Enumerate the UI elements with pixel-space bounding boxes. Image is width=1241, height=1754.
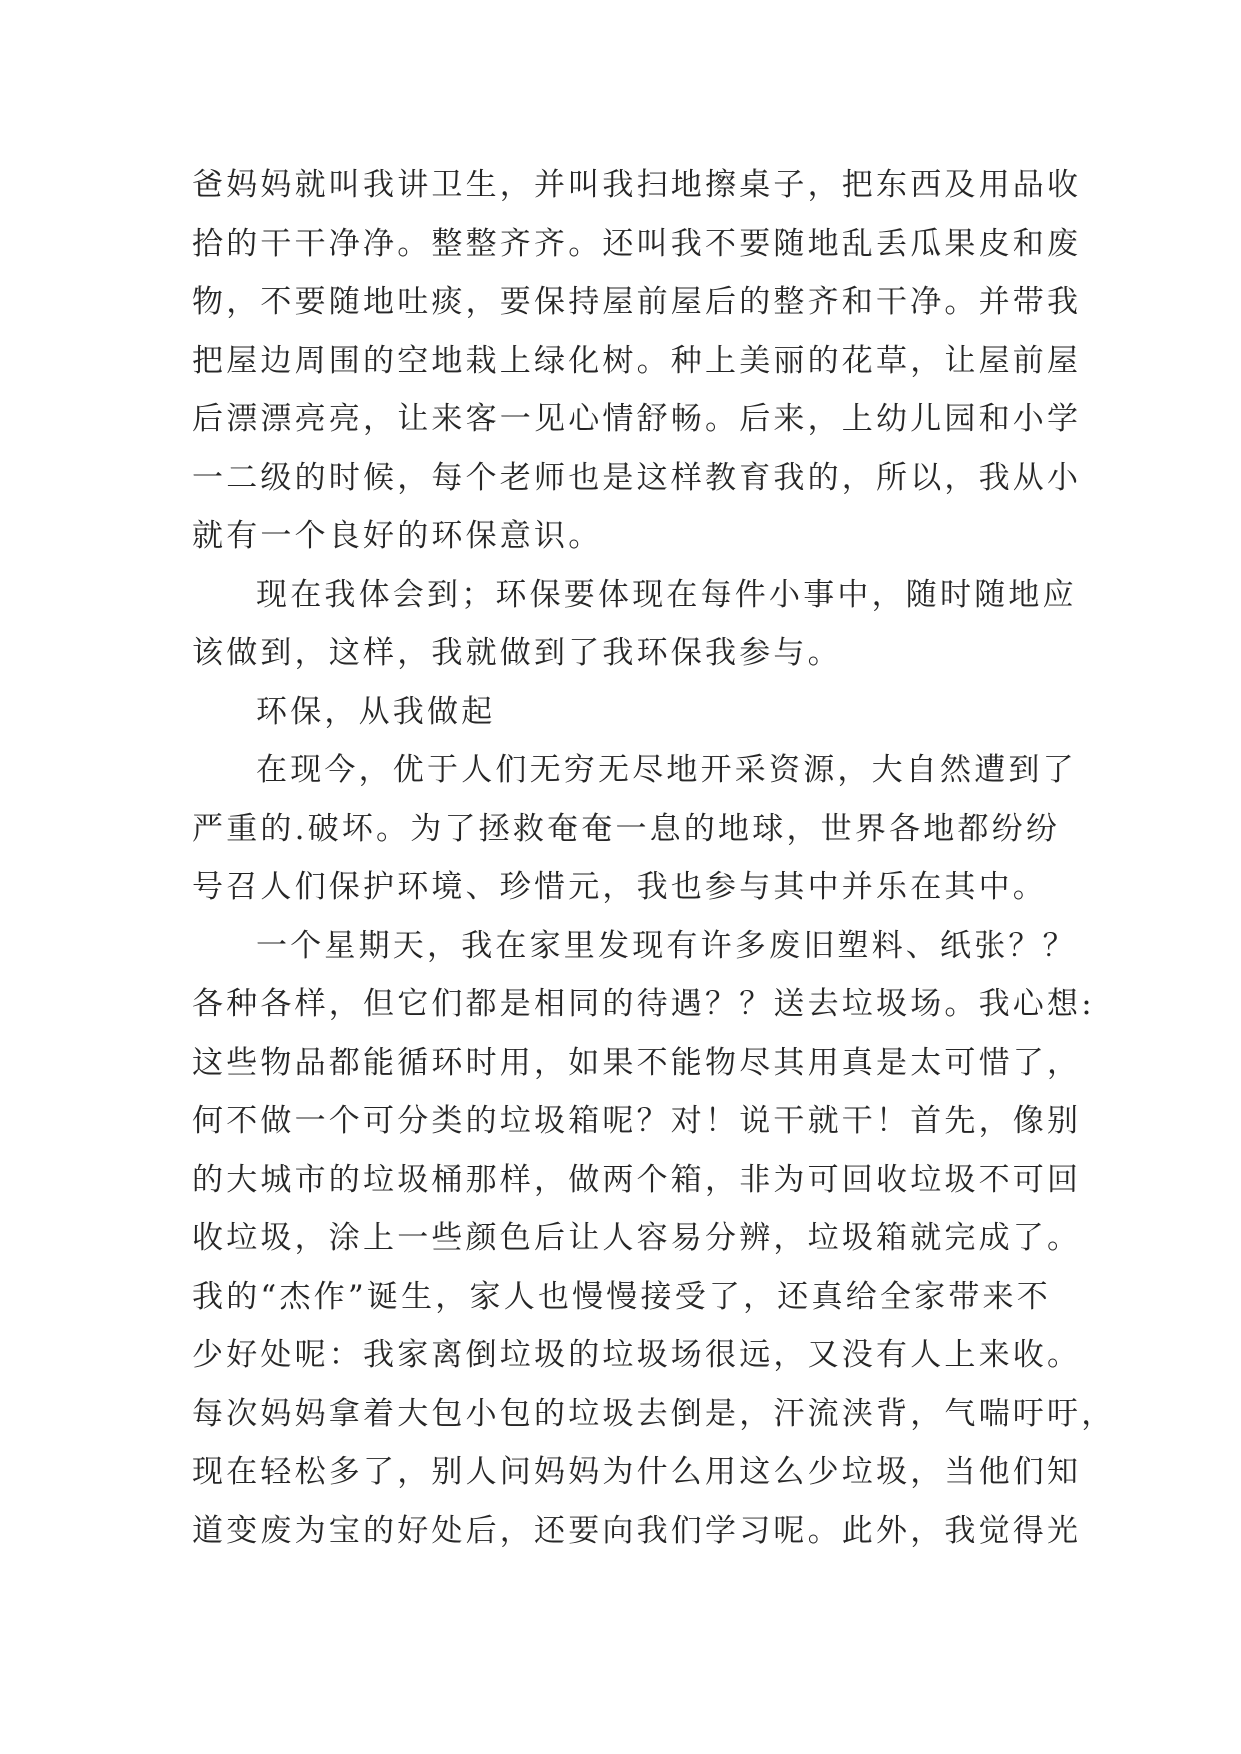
text-line: 少好处呢：我家离倒垃圾的垃圾场很远，又没有人上来收。 <box>192 1337 1082 1373</box>
text-line: 各种各样，但它们都是相同的待遇？？送去垃圾场。我心想: <box>192 986 1095 1022</box>
text-line: 后漂漂亮亮，让来客一见心情舒畅。后来，上幼儿园和小学 <box>192 401 1082 437</box>
text-line: 物，不要随地吐痰，要保持屋前屋后的整齐和干净。并带我 <box>192 284 1082 320</box>
text-line: 何不做一个可分类的垃圾箱呢？对！说干就干！首先，像别 <box>192 1103 1082 1139</box>
text-line: 把屋边周围的空地栽上绿化树。种上美丽的花草，让屋前屋 <box>192 342 1082 379</box>
text-line: 我的“杰作”诞生，家人也慢慢接受了，还真给全家带来不 <box>192 1278 1051 1315</box>
text-line: 道变废为宝的好处后，还要向我们学习呢。此外，我觉得光 <box>192 1512 1082 1549</box>
text-line: 每次妈妈拿着大包小包的垃圾去倒是，汗流浃背，气喘吁吁， <box>192 1395 1116 1432</box>
text-line: 收垃圾，涂上一些颜色后让人容易分辨，垃圾箱就完成了。 <box>192 1220 1082 1256</box>
text-line: 环保，从我做起 <box>256 693 496 730</box>
text-line: 现在我体会到；环保要体现在每件小事中，随时随地应 <box>256 576 1077 613</box>
text-line: 就有一个良好的环保意识。 <box>192 518 603 554</box>
text-line: 严重的.破坏。为了拯救奄奄一息的地球，世界各地都纷纷 <box>192 810 1061 847</box>
body-text <box>192 156 1116 1560</box>
text-line: 一个星期天，我在家里发现有许多废旧塑料、纸张？？ <box>256 927 1077 964</box>
text-line: 的大城市的垃圾桶那样，做两个箱，非为可回收垃圾不可回 <box>192 1161 1082 1198</box>
text-line: 一二级的时候，每个老师也是这样教育我的，所以，我从小 <box>192 459 1082 496</box>
text-line: 号召人们保护环境、珍惜元，我也参与其中并乐在其中。 <box>192 869 1047 905</box>
text-line: 在现今，优于人们无穷无尽地开采资源，大自然遭到了 <box>256 752 1077 788</box>
text-line: 现在轻松多了，别人问妈妈为什么用这么少垃圾，当他们知 <box>192 1454 1082 1490</box>
text-line: 这些物品都能循环时用，如果不能物尽其用真是太可惜了， <box>192 1044 1082 1081</box>
text-line: 该做到，这样，我就做到了我环保我参与。 <box>192 635 842 671</box>
text-line: 爸妈妈就叫我讲卫生，并叫我扫地擦桌子，把东西及用品收 <box>192 167 1082 203</box>
text-line: 拾的干干净净。整整齐齐。还叫我不要随地乱丢瓜果皮和废 <box>192 225 1082 262</box>
